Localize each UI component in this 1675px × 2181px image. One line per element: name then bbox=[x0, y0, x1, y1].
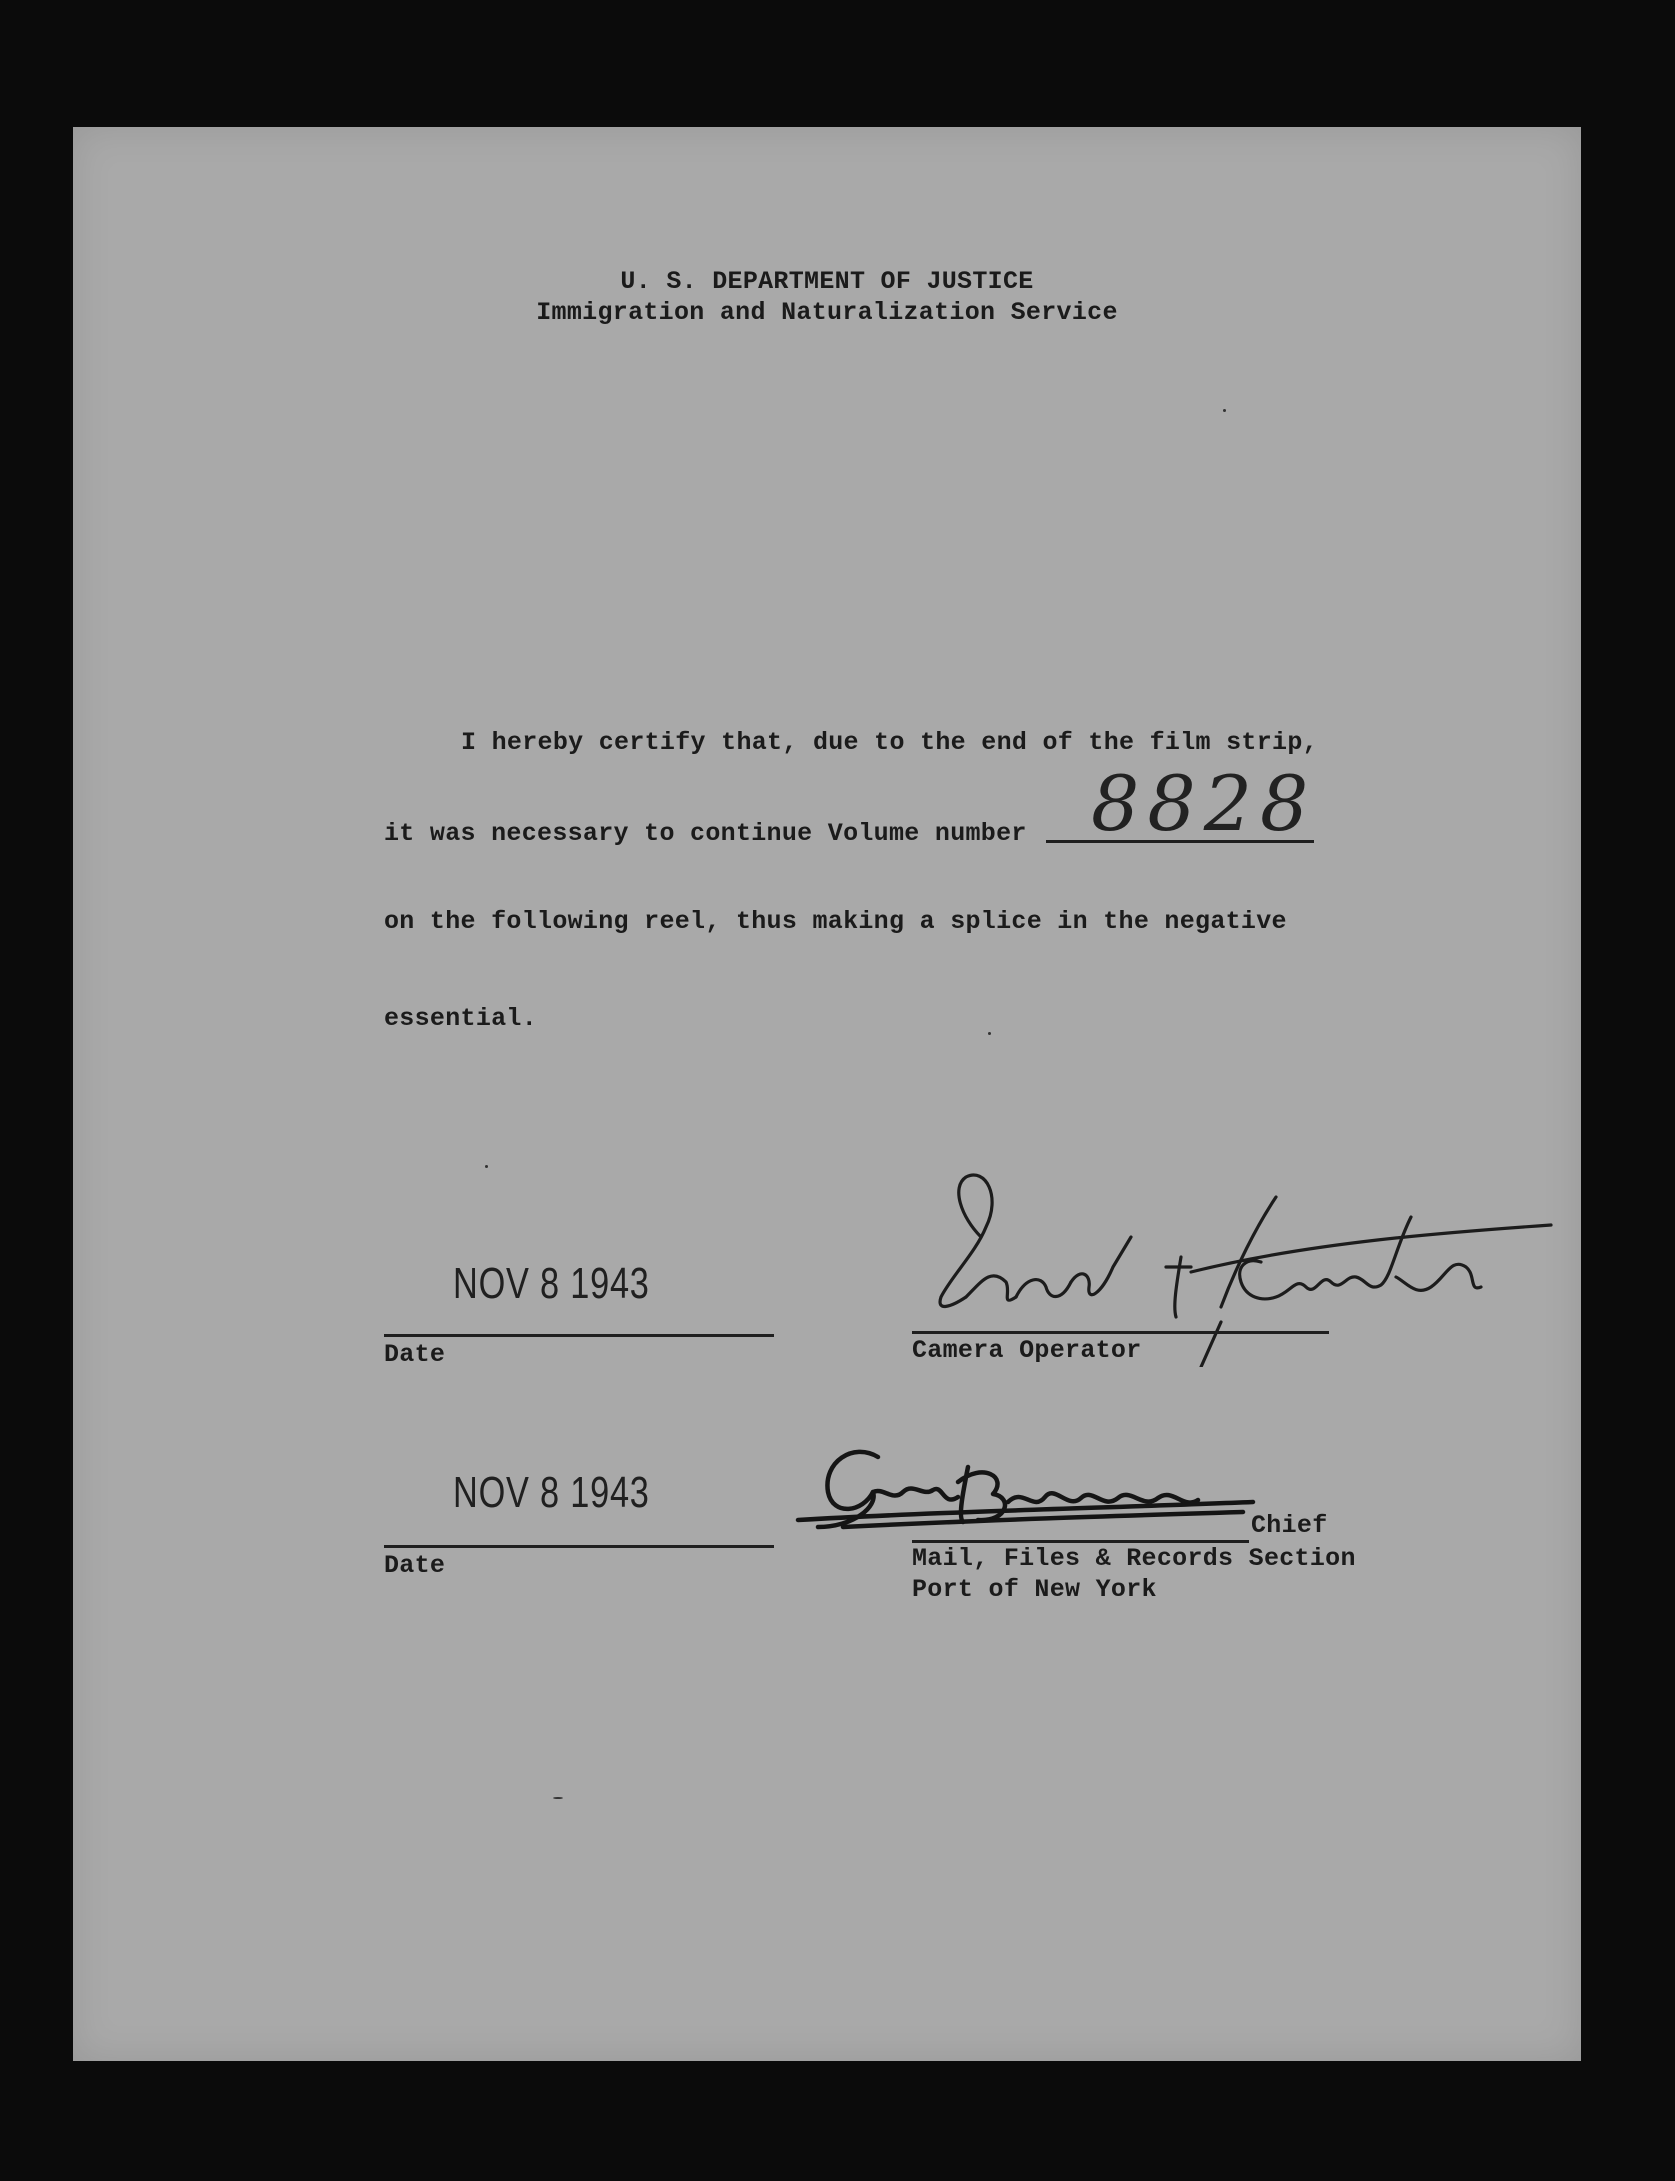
camera-operator-label: Camera Operator bbox=[912, 1336, 1142, 1365]
film-speck bbox=[553, 1797, 563, 1799]
certification-line-4: essential. bbox=[384, 1004, 538, 1033]
department-heading: U. S. DEPARTMENT OF JUSTICE bbox=[620, 267, 1034, 296]
film-speck bbox=[1223, 409, 1226, 412]
certification-line-2: it was necessary to continue Volume number bbox=[384, 819, 1027, 848]
chief-port-line: Port of New York bbox=[912, 1575, 1157, 1604]
document-sheet bbox=[73, 127, 1581, 2061]
volume-number-handwritten: 8828 bbox=[1091, 759, 1317, 848]
chief-section-line: Mail, Files & Records Section bbox=[912, 1544, 1356, 1573]
film-speck bbox=[988, 1032, 991, 1035]
date-stamp-1: NOV 8 1943 bbox=[453, 1259, 650, 1308]
certification-line-1: I hereby certify that, due to the end of the film strip, bbox=[461, 728, 1318, 757]
film-speck bbox=[485, 1165, 488, 1168]
date-stamp-2: NOV 8 1943 bbox=[453, 1468, 650, 1517]
date-line-2 bbox=[384, 1545, 774, 1548]
service-heading: Immigration and Naturalization Service bbox=[536, 298, 1118, 327]
date-label-2: Date bbox=[384, 1551, 446, 1580]
chief-signature-line bbox=[912, 1540, 1249, 1543]
certification-line-3: on the following reel, thus making a splice in the negative bbox=[384, 907, 1287, 936]
date-label-1: Date bbox=[384, 1340, 446, 1369]
camera-operator-line bbox=[912, 1331, 1329, 1334]
date-line-1 bbox=[384, 1334, 774, 1337]
chief-title: Chief bbox=[1251, 1511, 1328, 1540]
